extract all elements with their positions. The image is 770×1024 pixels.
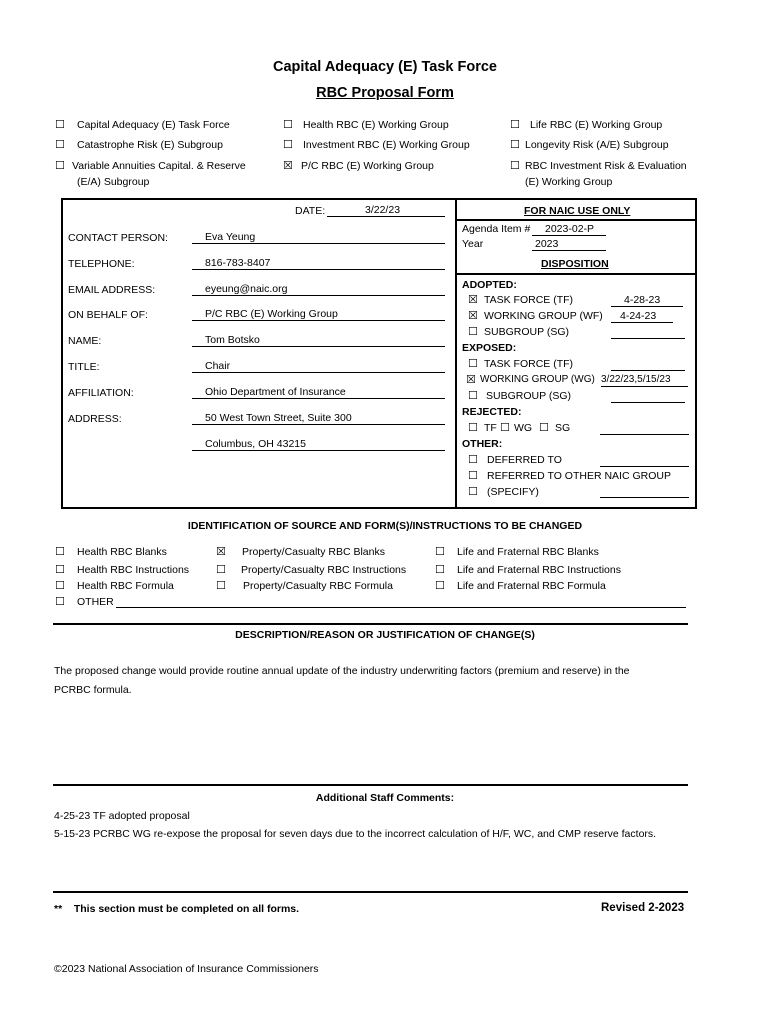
field-underline [192,450,445,451]
checkbox[interactable]: ☐ [435,579,445,592]
telephone-label: TELEPHONE: [68,258,135,270]
other-underline[interactable] [116,607,686,608]
checkbox[interactable]: ☐ [55,138,65,151]
rejected-wg-label: WG [514,422,533,434]
address-value[interactable]: 50 West Town Street, Suite 300 [205,412,352,424]
box-top-border [61,198,696,200]
checkbox[interactable]: ☐ [510,138,520,151]
year-value[interactable]: 2023 [535,238,559,250]
checkbox[interactable]: ☐ [216,579,226,592]
field-underline [192,372,445,373]
group-label-capital-adequacy: Capital Adequacy (E) Task Force [77,119,230,131]
section-rule [53,784,688,786]
comments-heading: Additional Staff Comments: [315,792,455,804]
group-label-life-rbc: Life RBC (E) Working Group [530,119,663,131]
adopted-tf-date[interactable]: 4-28-23 [624,294,661,306]
address-line2-value[interactable]: Columbus, OH 43215 [205,438,306,450]
checkbox[interactable]: ☐ [435,563,445,576]
box-bottom-border [61,507,696,509]
contact-person-label: CONTACT PERSON: [68,232,168,244]
checkbox[interactable]: ☐ [55,595,65,608]
checkbox[interactable]: ☐ [468,453,478,466]
field-underline [192,269,445,270]
checkbox-checked[interactable]: ☒ [466,373,476,386]
exposed-wg-date[interactable]: 3/22/23,5/15/23 [601,374,671,385]
source-health-blanks: Health RBC Blanks [77,546,167,558]
group-label-investment: Investment RBC (E) Working Group [303,139,470,151]
source-pc-formula: Property/Casualty RBC Formula [243,580,393,592]
address-label: ADDRESS: [68,413,122,425]
adopted-heading: ADOPTED: [462,279,517,291]
field-underline [192,398,445,399]
adopted-wg-label: WORKING GROUP (WF) [484,310,603,322]
section-rule [53,891,688,893]
box-right-border [695,198,697,509]
source-life-formula: Life and Fraternal RBC Formula [457,580,606,592]
name-label: NAME: [68,335,102,347]
group-label-rbc-investment: RBC Investment Risk & Evaluation [525,160,687,172]
year-label: Year [462,238,484,250]
field-underline [192,424,445,425]
checkbox-checked[interactable]: ☒ [468,309,478,322]
section-rule [53,623,688,625]
on-behalf-value[interactable]: P/C RBC (E) Working Group [205,308,338,320]
description-line-1: The proposed change would provide routine annual update of the industry underwriting factors (premium and reserve) in the [54,665,630,677]
date-underline [600,434,689,435]
source-health-formula: Health RBC Formula [77,580,174,592]
deferred-label: DEFERRED TO [487,454,562,466]
date-underline [611,306,683,307]
naic-use-heading: FOR NAIC USE ONLY [524,205,631,217]
checkbox[interactable]: ☐ [510,159,520,172]
source-life-blanks: Life and Fraternal RBC Blanks [457,546,599,558]
footer-note: ** This section must be completed on all forms. [54,903,300,915]
adopted-tf-label: TASK FORCE (TF) [484,294,574,306]
exposed-tf-label: TASK FORCE (TF) [484,358,574,370]
source-heading: IDENTIFICATION OF SOURCE AND FORM(S)/INSTRUCTIONS TO BE CHANGED [187,520,583,532]
source-pc-instructions: Property/Casualty RBC Instructions [241,564,407,576]
rejected-tf-label: TF [484,422,497,434]
specify-label: (SPECIFY) [487,486,539,498]
agenda-value[interactable]: 2023-02-P [545,223,595,235]
exposed-sg-label: SUBGROUP (SG) [486,390,571,402]
checkbox[interactable]: ☐ [500,421,510,434]
checkbox[interactable]: ☐ [468,389,478,402]
revised-label: Revised 2-2023 [601,902,685,914]
box-divider [455,198,457,509]
date-underline [611,370,685,371]
date-underline [600,466,689,467]
naic-heading-rule [457,219,695,221]
source-other-label: OTHER [77,596,114,608]
source-pc-blanks: Property/Casualty RBC Blanks [242,546,385,558]
exposed-wg-label: WORKING GROUP (WG) [480,374,595,385]
group-label-variable-annuities-2: (E/A) Subgroup [77,176,150,188]
affiliation-value[interactable]: Ohio Department of Insurance [205,386,346,398]
year-underline [532,250,606,251]
checkbox[interactable]: ☐ [468,469,478,482]
disposition-rule [457,273,695,275]
comment-line-1: 4-25-23 TF adopted proposal [54,810,190,822]
field-underline [192,243,445,244]
date-label: DATE: [295,205,326,217]
referred-label: REFERRED TO OTHER NAIC GROUP [487,470,671,482]
source-life-instructions: Life and Fraternal RBC Instructions [457,564,621,576]
field-underline [192,295,445,296]
description-heading: DESCRIPTION/REASON OR JUSTIFICATION OF CHANGE(S) [235,629,535,641]
group-label-longevity: Longevity Risk (A/E) Subgroup [525,139,669,151]
name-value[interactable]: Tom Botsko [205,334,260,346]
date-value[interactable]: 3/22/23 [365,204,401,216]
disposition-heading: DISPOSITION [541,258,609,270]
adopted-wg-date[interactable]: 4-24-23 [620,310,657,322]
group-label-health-rbc: Health RBC (E) Working Group [303,119,449,131]
checkbox[interactable]: ☐ [216,563,226,576]
copyright: ©2023 National Association of Insurance Commissioners [54,963,319,975]
checkbox-checked[interactable]: ☒ [283,159,293,172]
telephone-value[interactable]: 816-783-8407 [205,257,271,269]
title-value[interactable]: Chair [205,360,231,372]
checkbox[interactable]: ☐ [435,545,445,558]
checkbox-checked[interactable]: ☒ [216,545,226,558]
checkbox[interactable]: ☐ [55,118,65,131]
form-title: Capital Adequacy (E) Task Force [272,59,497,75]
checkbox[interactable]: ☐ [510,118,520,131]
exposed-heading: EXPOSED: [462,342,517,354]
group-label-catastrophe: Catastrophe Risk (E) Subgroup [77,139,223,151]
checkbox[interactable]: ☐ [468,421,478,434]
source-health-instructions: Health RBC Instructions [77,564,190,576]
agenda-label: Agenda Item # [462,223,531,235]
date-underline [327,216,445,217]
field-underline [192,346,445,347]
email-value[interactable]: eyeung@naic.org [205,283,288,295]
contact-person-value[interactable]: Eva Yeung [205,231,256,243]
field-underline [192,320,445,321]
checkbox[interactable]: ☐ [55,545,65,558]
checkbox[interactable]: ☐ [468,357,478,370]
other-heading: OTHER: [462,438,503,450]
checkbox[interactable]: ☐ [539,421,549,434]
checkbox[interactable]: ☐ [55,159,65,172]
checkbox[interactable]: ☐ [283,138,293,151]
group-label-pc-rbc: P/C RBC (E) Working Group [301,160,434,172]
box-left-border [61,198,63,509]
date-underline [600,497,689,498]
rejected-sg-label: SG [555,422,571,434]
adopted-sg-label: SUBGROUP (SG) [484,326,569,338]
title-label: TITLE: [68,361,100,373]
date-underline [611,402,685,403]
rejected-heading: REJECTED: [462,406,522,418]
checkbox[interactable]: ☐ [55,563,65,576]
checkbox[interactable]: ☐ [468,325,478,338]
group-label-rbc-investment-2: (E) Working Group [525,176,613,188]
comment-line-2: 5-15-23 PCRBC WG re-expose the proposal for seven days due to the incorrect calculation of H/F, WC, and CMP reserve factors. [54,828,657,840]
checkbox-checked[interactable]: ☒ [468,293,478,306]
description-line-2: PCRBC formula. [54,684,132,696]
checkbox[interactable]: ☐ [55,579,65,592]
agenda-underline [532,235,606,236]
date-underline [611,322,673,323]
checkbox[interactable]: ☐ [283,118,293,131]
date-underline [611,338,685,339]
group-label-variable-annuities: Variable Annuities Capital. & Reserve [72,160,246,172]
date-underline [601,386,688,387]
email-label: EMAIL ADDRESS: [68,284,156,296]
form-subtitle: RBC Proposal Form [316,85,454,101]
affiliation-label: AFFILIATION: [68,387,134,399]
on-behalf-label: ON BEHALF OF: [68,309,148,321]
checkbox[interactable]: ☐ [468,485,478,498]
